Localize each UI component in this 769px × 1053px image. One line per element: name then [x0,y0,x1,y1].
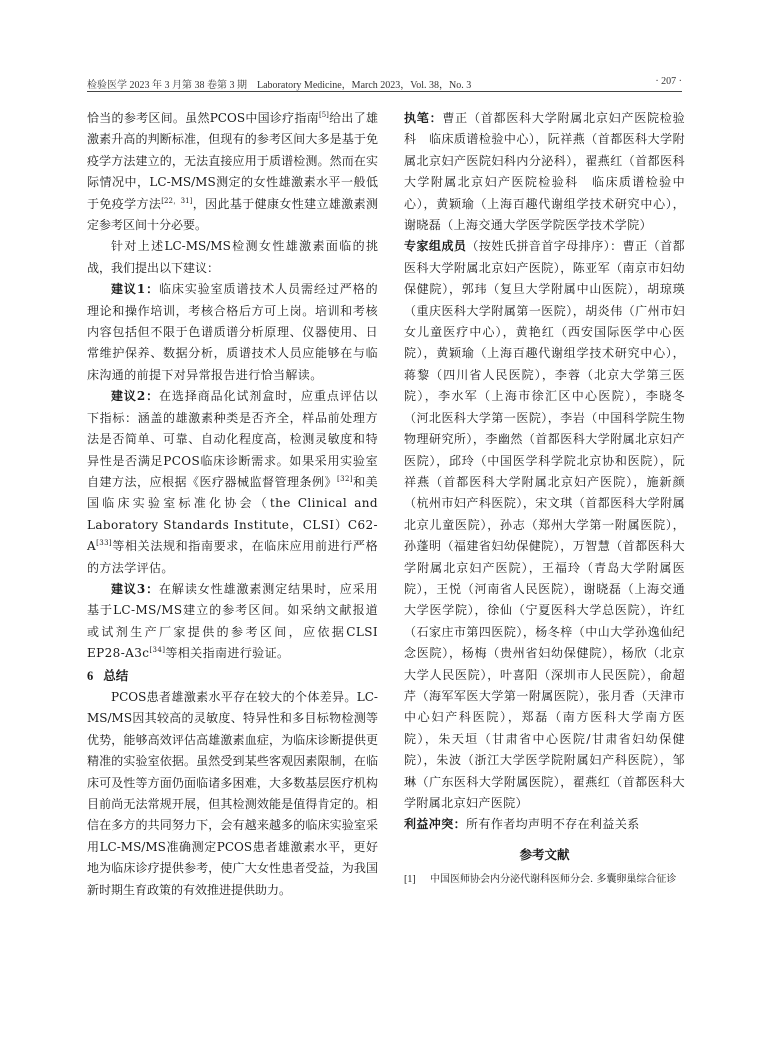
references-heading: 参考文献 [519,846,570,862]
section-title: 总结 [103,667,129,683]
section-heading [87,665,378,687]
recommendation-3: 建议3：在解读女性雄激素测定结果时，应采用基于LC-MS/MS建立的参考区间。如采纳文献报道或试剂生产厂家提供的参考区间，应依据CLSI EP28-A3c[34]等相关指南进行验证。 [87,581,378,661]
reference-text: 中国医师协会内分泌代谢科医师分会. 多囊卵巢综合征诊 [430,873,677,885]
paragraph-challenges: 针对上述LC-MS/MS检测女性雄激素面临的挑战，我们提出以下建议： [87,239,378,275]
journal-info: 检验医学 2023 年 3 月第 38 卷第 3 期 Laboratory Medicine，March 2023，Vol. 38，No. 3 [87,80,472,91]
experts-paragraph: 专家组成员（按姓氏拼音首字母排序）：曹正（首都医科大学附属北京妇产医院），陈亚军（南京市妇幼保健院），郭玮（复旦大学附属中山医院），胡琼瑛（重庆医科大学附属第一医院），胡炎伟（广州市妇女儿童医疗中心），黄艳红（西安国际医学中心医院），黄颖瑜（上海百趣代谢组学技术研究中心），蒋黎（四川省人民医院），李蓉（北京大学第三医院），李水军（上海市徐汇区中心医院），李晓冬（河北医科大学第一医院），李岩（中国科学院生物物理研究所），李幽然（首都医科大学附属北京妇产医院），邱玲（中国医学科学院北京协和医院），阮祥燕（首都医科大学附属北京妇产医院），施新颜（杭州市妇产科医院），宋文琪（首都医科大学附属北京儿童医院），孙志（郑州大学第一附属医院），孙蓬明（福建省妇幼保健院），万智慧（首都医科大学附属北京妇产医院），王福玲（青岛大学附属医院），王悦（河南省人民医院），谢晓磊（上海交通大学医学院），徐仙（宁夏医科大学总医院），许红（石家庄市第四医院），杨冬梓（中山大学孙逸仙纪念医院），杨梅（贵州省妇幼保健院），杨欣（北京大学人民医院），叶喜阳（深圳市人民医院），俞超芹（海军军医大学第一附属医院），张月香（天津市中心妇产科医院），郑磊（南方医科大学南方医院），朱天垣（甘肃省中心医院/甘肃省妇幼保健院），朱波（浙江大学医学院附属妇产科医院），邹琳（广东医科大学附属医院），翟燕红（首都医科大学附属北京妇产医院） [404,239,685,810]
citation: [32] [337,474,353,483]
experts-label: 专家组成员 [404,239,467,254]
recommendation-1: 建议1：临床实验室质谱技术人员需经过严格的理论和操作培训，考核合格后方可上岗。培训和考核内容包括但不限于色谱质谱分析原理、仪器使用、日常维护保养、数据分析，质谱技术人员应能够在与临床沟通的前提下对异常报告进行恰当解读。 [87,282,378,382]
conflict-paragraph: 利益冲突：所有作者均声明不存在利益关系 [404,817,640,832]
header-rule [87,91,682,92]
section-number: 6 [87,668,94,683]
citation: [22，31] [161,196,193,205]
recommendation-label: 建议3： [111,581,159,596]
recommendation-2: 建议2：在选择商品化试剂盒时，应重点评估以下指标：涵盖的雄激素种类是否齐全，样品前处理方法是否简单、可靠、自动化程度高，检测灵敏度和特异性是否满足PCOS临床诊断需求。如果采用实验室自建方法，应根据《医疗器械监督管理条例》[32]和美国临床实验室标准化协会（the Clinical and Laboratory Standards Institute，CLSI）C62-A[33]等相关法规和指南要求，在临床应用前进行严格的方法学评估。 [87,389,378,575]
left-column [87,108,378,901]
recommendation-label: 建议2： [111,389,159,404]
running-header [87,76,682,92]
reference-item [404,872,685,887]
reference-number: [1] [404,873,416,885]
citation: [5] [318,111,329,119]
conflict-label: 利益冲突： [404,817,467,832]
paragraph-reference-interval: 恰当的参考区间。虽然PCOS中国诊疗指南[5]给出了雄激素升高的判断标准，但现有的参考区间大多是基于免疫学方法建立的，无法直接应用于质谱检测。然而在实际情况中，LC-MS/MS测定的女性雄激素水平一般低于免疫学方法[22，31]，因此基于健康女性建立雄激素测定参考区间十分必要。 [87,111,378,233]
right-column [404,108,685,887]
recommendation-label: 建议1： [111,282,159,297]
writers-paragraph: 执笔：曹正（首都医科大学附属北京妇产医院检验科 临床质谱检验中心），阮祥燕（首都医科大学附属北京妇产医院妇科内分泌科），翟燕红（首都医科大学附属北京妇产医院检验科 临床质谱检验中心），黄颖瑜（上海百趣代谢组学技术研究中心），谢晓磊（上海交通大学医学院医学技术学院） [404,111,685,233]
paragraph-summary: PCOS患者雄激素水平存在较大的个体差异。LC-MS/MS因其较高的灵敏度、特异性和多目标物检测等优势，能够高效评估高雄激素血症，为临床诊断提供更精准的实验室依据。虽然受到某些客观因素限制，在临床可及性等方面仍面临诸多困难，大多数基层医疗机构目前尚无法常规开展，但其检测效能是值得肯定的。相信在多方的共同努力下，会有越来越多的临床实验室采用LC-MS/MS准确测定PCOS患者雄激素水平，更好地为临床诊疗提供参考，使广大女性患者受益，为我国新时期生育政策的有效推进提供助力。 [87,689,378,897]
citation: [34] [149,646,166,655]
writers-label: 执笔： [404,111,443,125]
citation: [33] [96,539,113,548]
page-number: · 207 · [655,76,682,87]
